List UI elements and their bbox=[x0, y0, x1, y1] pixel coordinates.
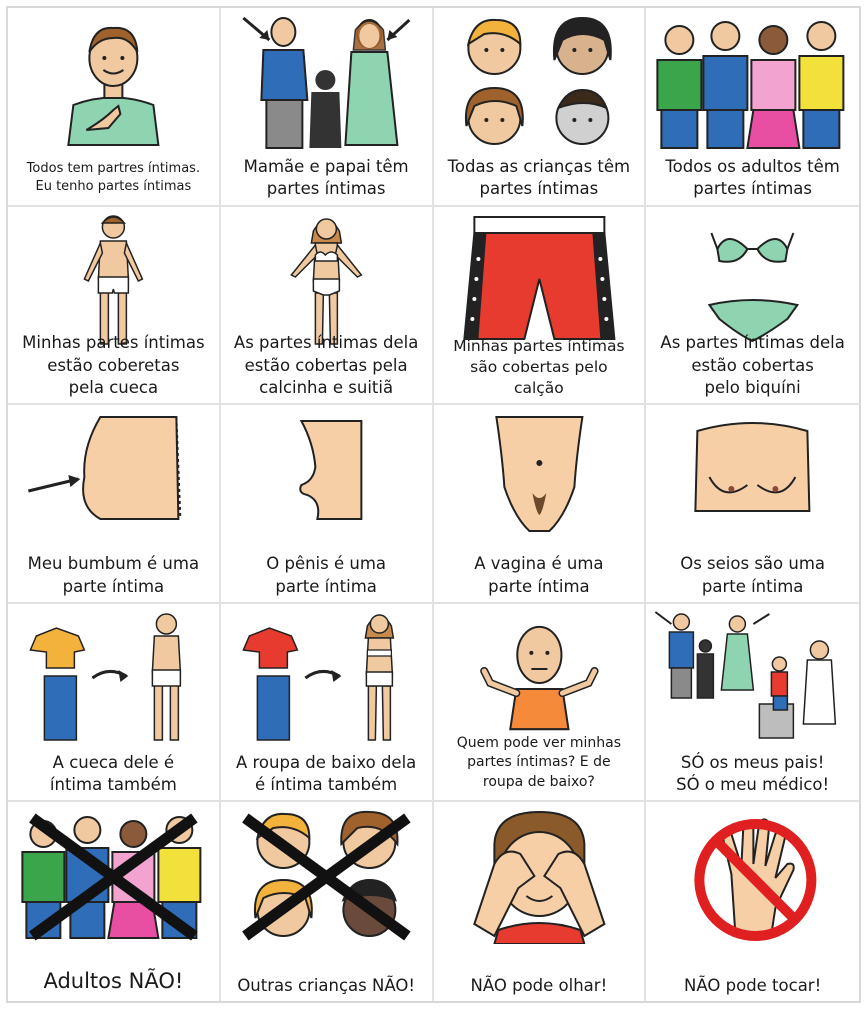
card-caption: NÃO pode tocar! bbox=[684, 975, 822, 995]
card-adults-have-private-parts bbox=[646, 8, 859, 207]
vagina-front-icon bbox=[434, 407, 645, 547]
card-caption: Minhas partes íntimas estão coberetas pela cueca bbox=[22, 333, 205, 397]
adults-crossed-icon bbox=[8, 804, 219, 944]
card-caption: A vagina é uma parte íntima bbox=[474, 554, 604, 596]
card-vagina bbox=[434, 405, 647, 604]
card-her-underwear bbox=[221, 604, 434, 803]
card-other-children-no bbox=[221, 802, 434, 1001]
card-shorts bbox=[434, 207, 647, 406]
children-crossed-icon bbox=[221, 804, 432, 944]
card-caption: Todos tem partres íntimas. Eu tenho partes íntimas bbox=[26, 161, 201, 195]
card-caption: Os seios são uma parte íntima bbox=[680, 554, 826, 596]
card-caption: As partes íntimas dela estão cobertas pelo biquíni bbox=[660, 333, 845, 397]
card-caption: O pênis é uma parte íntima bbox=[266, 554, 387, 596]
parents-with-child-icon bbox=[221, 10, 432, 150]
child-shrugging-icon bbox=[434, 606, 645, 746]
buttocks-icon bbox=[8, 407, 219, 547]
card-caption: Meu bumbum é uma parte íntima bbox=[27, 554, 200, 596]
bikini-icon bbox=[646, 209, 859, 349]
card-caption: Todos os adultos têm partes íntimas bbox=[665, 157, 840, 199]
card-caption: SÓ os meus pais! SÓ o meu médico! bbox=[676, 752, 830, 795]
card-cannot-touch bbox=[646, 802, 859, 1001]
boy-in-underwear-icon bbox=[8, 209, 219, 349]
card-caption: Adultos NÃO! bbox=[43, 968, 184, 993]
adults-group-icon bbox=[646, 10, 859, 150]
card-only-parents-doctor bbox=[646, 604, 859, 803]
card-who-can-see bbox=[434, 604, 647, 803]
boy-pointing-self-icon bbox=[8, 10, 219, 150]
card-cannot-look bbox=[434, 802, 647, 1001]
card-adults-no bbox=[8, 802, 221, 1001]
card-caption: Todas as crianças têm partes íntimas bbox=[447, 157, 631, 199]
card-caption: Minhas partes íntimas são cobertas pelo calção bbox=[453, 337, 625, 398]
children-faces-icon bbox=[434, 10, 645, 150]
card-children-have-private-parts bbox=[434, 8, 647, 207]
card-his-underwear bbox=[8, 604, 221, 803]
card-boy-underwear bbox=[8, 207, 221, 406]
card-caption: A roupa de baixo dela é íntima também bbox=[235, 752, 417, 795]
communication-board bbox=[6, 6, 861, 1003]
no-touch-hand-icon bbox=[646, 804, 859, 944]
card-everyone-has-private-parts bbox=[8, 8, 221, 207]
card-penis bbox=[221, 405, 434, 604]
clothes-to-underwear-girl-icon bbox=[221, 606, 432, 746]
penis-side-icon bbox=[221, 407, 432, 547]
clothes-to-underwear-boy-icon bbox=[8, 606, 219, 746]
card-caption: As partes íntimas dela estão cobertas pela calcinha e suitiã bbox=[233, 333, 419, 397]
card-parents-have-private-parts bbox=[221, 8, 434, 207]
child-covering-eyes-icon bbox=[434, 804, 645, 944]
parents-and-doctor-icon bbox=[646, 606, 859, 746]
card-bikini bbox=[646, 207, 859, 406]
card-breasts bbox=[646, 405, 859, 604]
card-caption: Quem pode ver minhas partes íntimas? E de roupa de baixo? bbox=[456, 734, 621, 790]
breasts-icon bbox=[646, 407, 859, 547]
shorts-icon bbox=[434, 209, 645, 349]
girl-in-underwear-icon bbox=[221, 209, 432, 349]
card-girl-underwear bbox=[221, 207, 434, 406]
card-caption: Outras crianças NÃO! bbox=[237, 975, 415, 995]
card-caption: A cueca dele é íntima também bbox=[49, 752, 177, 795]
card-buttocks bbox=[8, 405, 221, 604]
card-caption: Mamãe e papai têm partes íntimas bbox=[243, 157, 409, 199]
card-caption: NÃO pode olhar! bbox=[470, 975, 608, 995]
